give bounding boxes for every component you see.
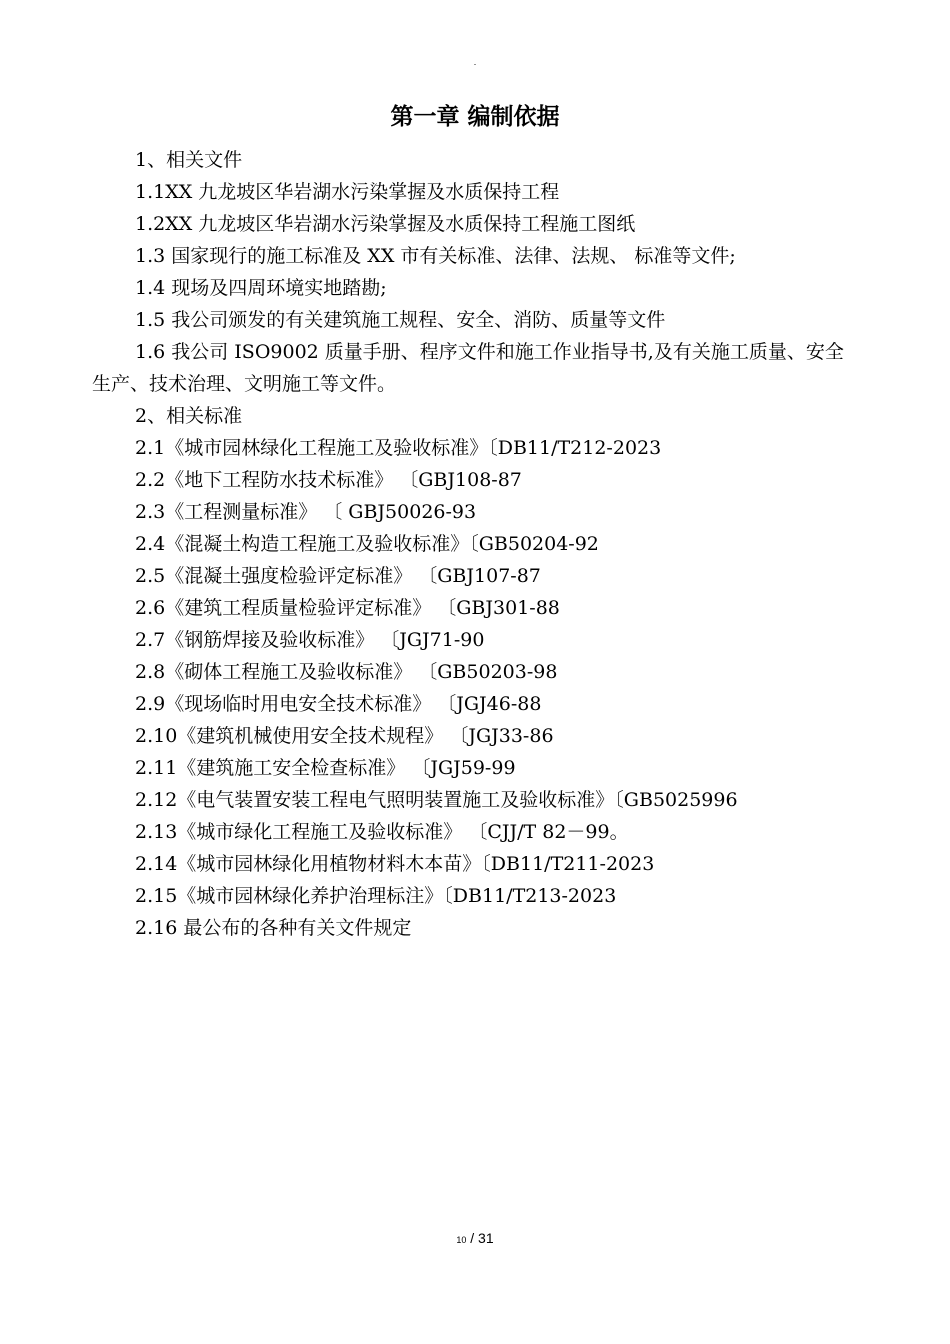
list-item: 1.5 我公司颁发的有关建筑施工规程、安全、消防、质量等文件 [135, 309, 666, 331]
section1-heading: 1、相关文件 [135, 149, 243, 171]
section2-heading: 2、相关标准 [135, 405, 243, 427]
current-page: 10 [456, 1235, 467, 1245]
list-item: 2.15《城市园林绿化养护治理标注》〔DB11/T213-2023 [135, 885, 617, 907]
list-item: 2.16 最公布的各种有关文件规定 [135, 917, 412, 939]
list-item: 2.8《砌体工程施工及验收标准》 〔GB50203-98 [135, 661, 558, 683]
list-item: 2.13《城市绿化工程施工及验收标准》 〔CJJ/T 82－99。 [135, 821, 629, 843]
list-item: 2.5《混凝土强度检验评定标准》 〔GBJ107-87 [135, 565, 541, 587]
list-item: 2.12《电气装置安装工程电气照明装置施工及验收标准》〔GB5025996 [135, 789, 738, 811]
list-item: 2.4《混凝土构造工程施工及验收标准》〔GB50204-92 [135, 533, 599, 555]
total-pages: 31 [478, 1230, 494, 1246]
list-item: 2.1《城市园林绿化工程施工及验收标准》〔DB11/T212-2023 [135, 437, 662, 459]
header-mark: . [473, 57, 477, 67]
page-title: 第一章 编制依据 [390, 104, 560, 130]
list-item: 1.4 现场及四周环境实地踏勘; [135, 277, 387, 299]
list-item: 1.1XX 九龙坡区华岩湖水污染掌握及水质保持工程 [135, 181, 560, 203]
list-item: 2.6《建筑工程质量检验评定标准》 〔GBJ301-88 [135, 597, 560, 619]
page-number [0, 1228, 950, 1250]
page-separator: / [466, 1230, 479, 1246]
list-item: 2.7《钢筋焊接及验收标准》 〔JGJ71-90 [135, 629, 485, 651]
list-item: 1.3 国家现行的施工标准及 XX 市有关标准、法律、法规、 标准等文件; [135, 245, 736, 267]
list-item: 2.14《城市园林绿化用植物材料木本苗》〔DB11/T211-2023 [135, 853, 655, 875]
list-item: 2.10《建筑机械使用安全技术规程》 〔JGJ33-86 [135, 725, 554, 747]
list-item: 2.2《地下工程防水技术标准》 〔GBJ108-87 [135, 469, 522, 491]
list-item: 2.11《建筑施工安全检查标准》 〔JGJ59-99 [135, 757, 516, 779]
list-item: 2.3《工程测量标准》 〔 GBJ50026-93 [135, 501, 477, 523]
list-item: 2.9《现场临时用电安全技术标准》 〔JGJ46-88 [135, 693, 542, 715]
list-item: 1.2XX 九龙坡区华岩湖水污染掌握及水质保持工程施工图纸 [135, 213, 636, 235]
list-item-wrapped: 1.6 我公司 ISO9002 质量手册、程序文件和施工作业指导书,及有关施工质量、安全生产、技术治理、文明施工等文件。 [92, 341, 844, 395]
document-body [92, 144, 862, 944]
